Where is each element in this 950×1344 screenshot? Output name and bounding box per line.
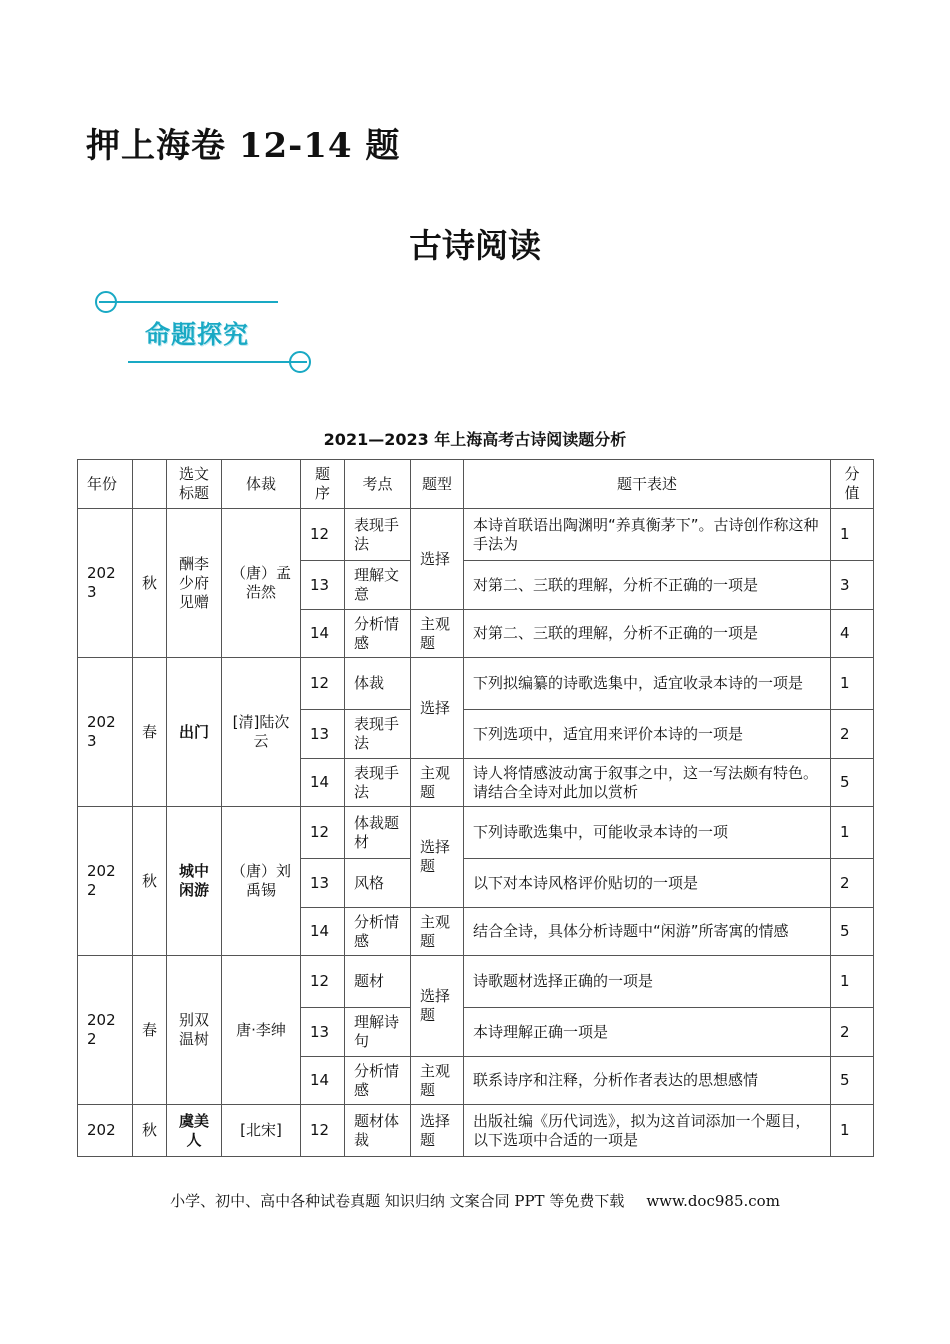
genre-author-cell: [清]陆次云 (222, 658, 301, 807)
question-stem-cell: 结合全诗，具体分析诗题中“闲游”所寄寓的情感 (464, 908, 831, 956)
test-point-cell: 表现手法 (345, 710, 411, 759)
season-cell: 秋 (133, 807, 167, 956)
score-cell: 4 (831, 610, 874, 658)
question-number-cell: 12 (301, 807, 345, 859)
question-number-cell: 13 (301, 1008, 345, 1057)
score-cell: 2 (831, 1008, 874, 1057)
analysis-table (77, 459, 874, 1157)
score-cell: 1 (831, 956, 874, 1008)
question-stem-cell: 诗歌题材选择正确的一项是 (464, 956, 831, 1008)
header-cell: 选文标题 (167, 460, 222, 509)
test-point-cell: 体裁题材 (345, 807, 411, 859)
question-number-cell: 14 (301, 908, 345, 956)
score-cell: 2 (831, 710, 874, 759)
score-cell: 1 (831, 807, 874, 859)
test-point-cell: 理解诗句 (345, 1008, 411, 1057)
header-cell: 分值 (831, 460, 874, 509)
test-point-cell: 分析情感 (345, 1057, 411, 1105)
score-cell: 1 (831, 658, 874, 710)
table-body (78, 509, 874, 1157)
footer-text: 小学、初中、高中各种试卷真题 知识归纳 文案合同 PPT 等免费下载 (170, 1192, 625, 1210)
section-title: 古诗阅读 (409, 226, 541, 265)
question-number-cell: 12 (301, 509, 345, 561)
score-cell: 2 (831, 859, 874, 908)
poem-title-cell: 出门 (167, 658, 222, 807)
badge-label: 命题探究 (145, 320, 250, 349)
question-type-cell: 选择题 (411, 1105, 464, 1157)
test-point-cell: 表现手法 (345, 759, 411, 807)
poem-title-cell: 酬李少府见赠 (167, 509, 222, 658)
question-stem-cell: 联系诗序和注释，分析作者表达的思想感情 (464, 1057, 831, 1105)
year-cell: 202 (78, 1105, 133, 1157)
header-cell: 考点 (345, 460, 411, 509)
question-type-cell: 选择题 (411, 807, 464, 908)
genre-author-cell: 唐·李绅 (222, 956, 301, 1105)
question-number-cell: 14 (301, 1057, 345, 1105)
header-cell: 题序 (301, 460, 345, 509)
question-stem-cell: 本诗首联语出陶渊明“养真衡茅下”。古诗创作称这种手法为 (464, 509, 831, 561)
question-stem-cell: 诗人将情感波动寓于叙事之中，这一写法颇有特色。请结合全诗对此加以赏析 (464, 759, 831, 807)
question-number-cell: 13 (301, 710, 345, 759)
question-stem-cell: 对第二、三联的理解，分析不正确的一项是 (464, 610, 831, 658)
question-type-cell: 主观题 (411, 610, 464, 658)
genre-author-cell: （唐）刘禹锡 (222, 807, 301, 956)
score-cell: 1 (831, 1105, 874, 1157)
question-type-cell: 选择 (411, 658, 464, 759)
question-stem-cell: 出版社编《历代词选》，拟为这首词添加一个题目，以下选项中合适的一项是 (464, 1105, 831, 1157)
test-point-cell: 表现手法 (345, 509, 411, 561)
test-point-cell: 体裁 (345, 658, 411, 710)
table-row (78, 807, 874, 859)
score-cell: 5 (831, 908, 874, 956)
poem-title-cell: 虞美人 (167, 1105, 222, 1157)
question-type-cell: 选择题 (411, 956, 464, 1057)
question-type-cell: 主观题 (411, 1057, 464, 1105)
year-cell: 2022 (78, 807, 133, 956)
poem-title-cell: 别双温树 (167, 956, 222, 1105)
header-cell: 题干表述 (464, 460, 831, 509)
year-cell: 2022 (78, 956, 133, 1105)
question-number-cell: 13 (301, 859, 345, 908)
question-stem-cell: 下列选项中，适宜用来评价本诗的一项是 (464, 710, 831, 759)
header-cell (133, 460, 167, 509)
question-type-cell: 主观题 (411, 908, 464, 956)
question-stem-cell: 下列拟编纂的诗歌选集中，适宜收录本诗的一项是 (464, 658, 831, 710)
season-cell: 春 (133, 956, 167, 1105)
header-row (78, 460, 874, 509)
table-row (78, 509, 874, 561)
table-row (78, 1105, 874, 1157)
score-cell: 5 (831, 759, 874, 807)
table-header (78, 460, 874, 509)
genre-author-cell: （唐）孟浩然 (222, 509, 301, 658)
year-cell: 2023 (78, 509, 133, 658)
question-stem-cell: 下列诗歌选集中，可能收录本诗的一项 (464, 807, 831, 859)
test-point-cell: 题材 (345, 956, 411, 1008)
question-number-cell: 12 (301, 658, 345, 710)
table-caption: 2021—2023 年上海高考古诗阅读题分析 (323, 430, 627, 449)
question-number-cell: 12 (301, 956, 345, 1008)
table-row (78, 956, 874, 1008)
footer (0, 1190, 950, 1211)
section-badge (90, 288, 320, 378)
header-cell: 题型 (411, 460, 464, 509)
test-point-cell: 分析情感 (345, 908, 411, 956)
year-cell: 2023 (78, 658, 133, 807)
header-cell: 体裁 (222, 460, 301, 509)
score-cell: 5 (831, 1057, 874, 1105)
season-cell: 春 (133, 658, 167, 807)
question-number-cell: 14 (301, 759, 345, 807)
score-cell: 3 (831, 561, 874, 610)
question-number-cell: 12 (301, 1105, 345, 1157)
question-number-cell: 14 (301, 610, 345, 658)
test-point-cell: 题材体裁 (345, 1105, 411, 1157)
question-type-cell: 主观题 (411, 759, 464, 807)
question-type-cell: 选择 (411, 509, 464, 610)
test-point-cell: 理解文意 (345, 561, 411, 610)
poem-title-cell: 城中闲游 (167, 807, 222, 956)
genre-author-cell: [北宋] (222, 1105, 301, 1157)
season-cell: 秋 (133, 1105, 167, 1157)
question-number-cell: 13 (301, 561, 345, 610)
table-row (78, 658, 874, 710)
page-title: 押上海卷 12-14 题 (86, 126, 401, 166)
question-stem-cell: 对第二、三联的理解，分析不正确的一项是 (464, 561, 831, 610)
footer-url[interactable]: www.doc985.com (646, 1192, 780, 1210)
header-cell: 年份 (78, 460, 133, 509)
test-point-cell: 分析情感 (345, 610, 411, 658)
test-point-cell: 风格 (345, 859, 411, 908)
score-cell: 1 (831, 509, 874, 561)
question-stem-cell: 本诗理解正确一项是 (464, 1008, 831, 1057)
season-cell: 秋 (133, 509, 167, 658)
question-stem-cell: 以下对本诗风格评价贴切的一项是 (464, 859, 831, 908)
